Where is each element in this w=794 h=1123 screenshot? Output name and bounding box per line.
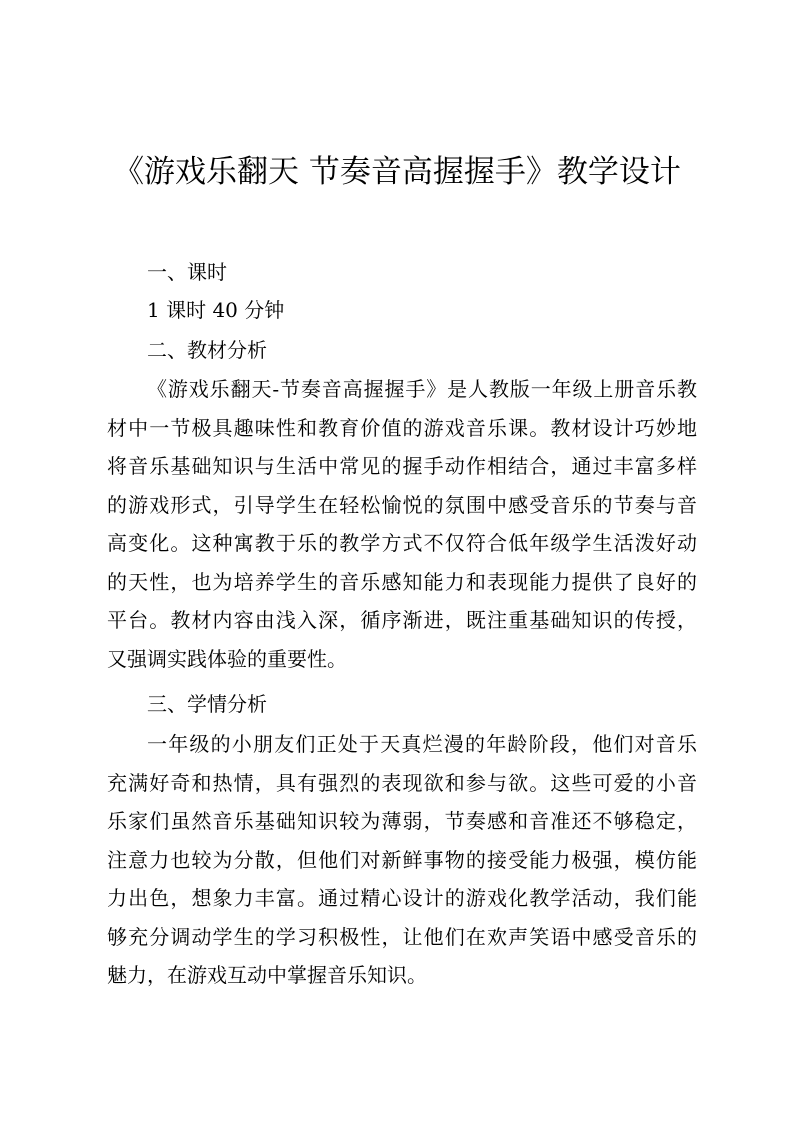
paragraph-line: 够充分调动学生的学习积极性，让他们在欢声笑语中感受音乐的 [107, 924, 697, 949]
section-heading-material-analysis: 二、教材分析 [147, 338, 267, 362]
section-heading-learner-analysis: 三、学情分析 [147, 692, 267, 716]
paragraph-line: 平台。教材内容由浅入深，循序渐进，既注重基础知识的传授， [107, 608, 697, 632]
section-heading-class-hours: 一、课时 [147, 260, 227, 284]
document-title: 《游戏乐翻天 节奏音高握握手》教学设计 [113, 154, 681, 190]
material-analysis-paragraph [107, 370, 697, 678]
paragraph-line: 充满好奇和热情，具有强烈的表现欲和参与欲。这些可爱的小音 [107, 770, 697, 795]
paragraph-line: 的游戏形式，引导学生在轻松愉悦的氛围中感受音乐的节奏与音 [107, 492, 697, 517]
paragraph-line: 乐家们虽然音乐基础知识较为薄弱，节奏感和音准还不够稳定， [107, 809, 697, 833]
learner-analysis-paragraph [107, 725, 697, 995]
paragraph-line: 的天性，也为培养学生的音乐感知能力和表现能力提供了良好的 [107, 569, 697, 594]
paragraph-line: 将音乐基础知识与生活中常见的握手动作相结合，通过丰富多样 [107, 454, 697, 478]
paragraph-line: 高变化。这种寓教于乐的教学方式不仅符合低年级学生活泼好动 [107, 531, 697, 555]
paragraph-line: 《游戏乐翻天-节奏音高握握手》是人教版一年级上册音乐教 [147, 377, 697, 401]
paragraph-line: 注意力也较为分散，但他们对新鲜事物的接受能力极强，模仿能 [107, 847, 697, 872]
class-hours-text: 1 课时 40 分钟 [147, 298, 285, 322]
paragraph-line: 魅力，在游戏互动中掌握音乐知识。 [107, 963, 427, 987]
paragraph-line: 一年级的小朋友们正处于天真烂漫的年龄阶段，他们对音乐 [147, 732, 697, 756]
paragraph-line: 材中一节极具趣味性和教育价值的游戏音乐课。教材设计巧妙地 [107, 415, 697, 440]
paragraph-line: 又强调实践体验的重要性。 [107, 646, 347, 671]
paragraph-line: 力出色，想象力丰富。通过精心设计的游戏化教学活动，我们能 [107, 886, 697, 910]
